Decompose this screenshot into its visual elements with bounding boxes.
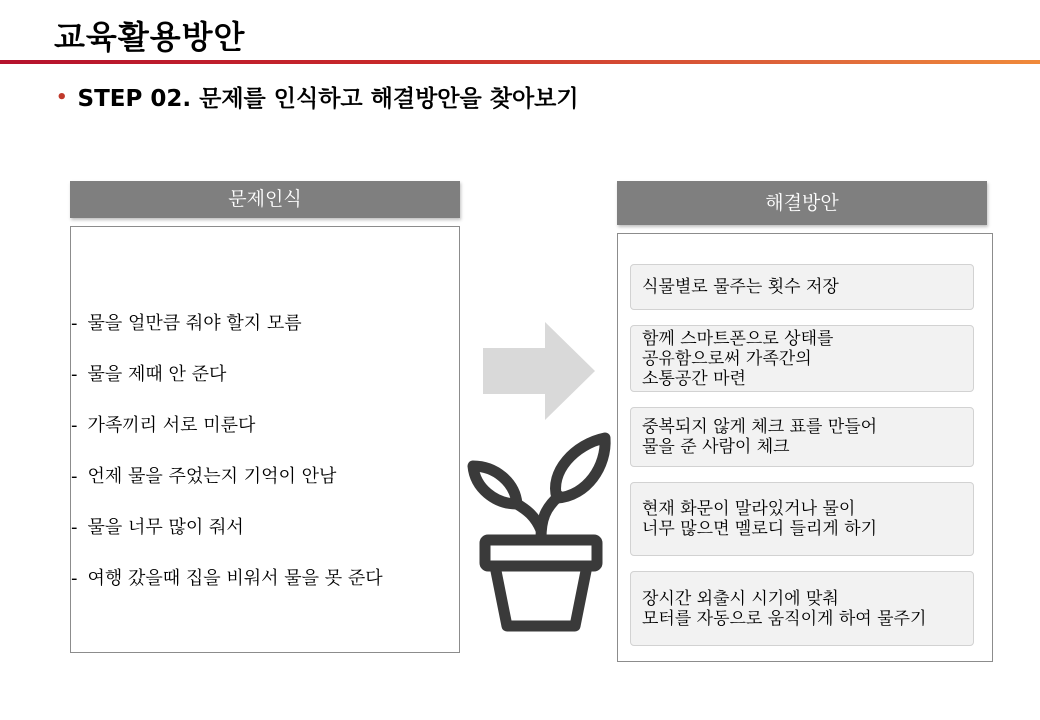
- solution-card: 식물별로 물주는 횟수 저장: [630, 264, 974, 310]
- problem-panel: [70, 226, 460, 653]
- problem-text: 물을 제때 안 준다: [87, 364, 227, 385]
- right-arrow-icon: [483, 322, 595, 420]
- potted-plant-icon: [465, 430, 615, 635]
- solution-card: 장시간 외출시 시기에 맞춰 모터를 자동으로 움직이게 하여 물주기: [630, 571, 974, 646]
- solution-card: 현재 화문이 말라있거나 물이 너무 많으면 멜로디 들리게 하기: [630, 482, 974, 556]
- title-divider: [0, 60, 1040, 64]
- solution-card: 함께 스마트폰으로 상태를 공유함으로써 가족간의 소통공간 마련: [630, 325, 974, 392]
- solution-panel-header: 해결방안: [617, 181, 987, 225]
- step-heading: [56, 80, 579, 113]
- list-item: - 물을 너무 많이 줘서: [71, 517, 244, 538]
- list-item: - 여행 갔을때 집을 비워서 물을 못 준다: [71, 568, 383, 589]
- page-title: 교육활용방안: [54, 18, 246, 56]
- solution-card: 중복되지 않게 체크 표를 만들어 물을 준 사람이 체크: [630, 407, 974, 467]
- list-item: - 물을 얼만큼 줘야 할지 모름: [71, 313, 302, 334]
- problem-panel-header: 문제인식: [70, 181, 460, 218]
- problem-text: 가족끼리 서로 미룬다: [87, 415, 256, 436]
- bullet-icon: •: [56, 87, 68, 108]
- step-heading-text: STEP 02. 문제를 인식하고 해결방안을 찾아보기: [77, 86, 579, 112]
- list-item: - 언제 물을 주었는지 기억이 안남: [71, 466, 337, 487]
- problem-text: 물을 너무 많이 줘서: [87, 517, 244, 538]
- list-item: - 물을 제때 안 준다: [71, 364, 227, 385]
- problem-text: 물을 얼만큼 줘야 할지 모름: [87, 313, 302, 334]
- problem-text: 여행 갔을때 집을 비워서 물을 못 준다: [87, 568, 383, 589]
- problem-text: 언제 물을 주었는지 기억이 안남: [87, 466, 337, 487]
- list-item: - 가족끼리 서로 미룬다: [71, 415, 256, 436]
- problem-list: [71, 311, 459, 617]
- solution-panel: [617, 233, 993, 662]
